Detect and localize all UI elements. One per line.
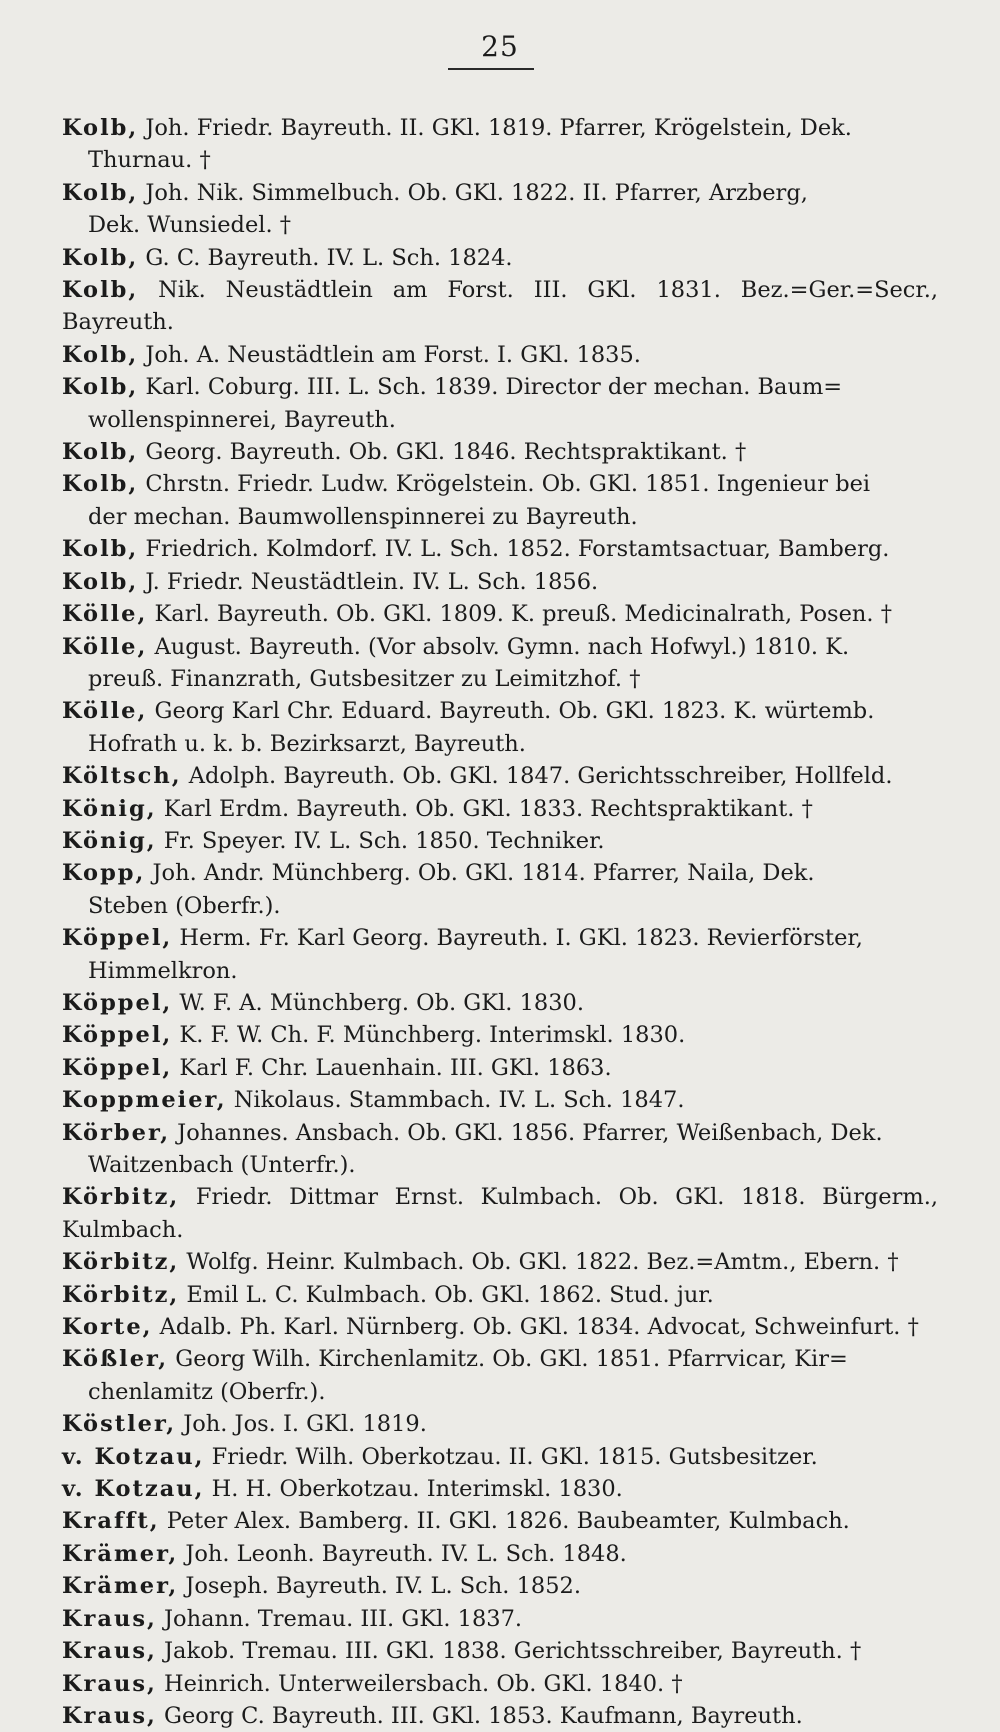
entry-continuation: wollenspinnerei, Bayreuth. <box>88 406 396 433</box>
entry-continuation: Hofrath u. k. b. Bezirksarzt, Bayreuth. <box>88 730 526 757</box>
entry-details: Emil L. C. Kulmbach. Ob. GKl. 1862. Stud. jur. <box>179 1281 714 1308</box>
entry-surname: Kraus, <box>62 1605 157 1632</box>
entry-details: Joh. A. Neustädtlein am Forst. I. GKl. 1835. <box>138 341 641 368</box>
entry-surname: Kolb, <box>62 374 139 401</box>
register-entry <box>62 1181 938 1246</box>
register-entry <box>62 533 938 565</box>
entry-surname: Köppel, <box>62 989 173 1016</box>
entry-details: Joseph. Bayreuth. IV. L. Sch. 1852. <box>178 1573 581 1600</box>
entry-surname: Kraus, <box>62 1670 157 1697</box>
entry-surname: Krämer, <box>62 1573 179 1600</box>
register-entry <box>62 825 938 857</box>
entry-surname: Körber, <box>62 1119 171 1146</box>
register-entry <box>62 1700 938 1732</box>
entry-continuation: Himmelkron. <box>88 957 238 984</box>
entry-details: G. C. Bayreuth. IV. L. Sch. 1824. <box>138 244 513 271</box>
register-entry <box>62 760 938 792</box>
entry-surname: Krafft, <box>62 1508 160 1535</box>
entry-continuation: chenlamitz (Oberfr.). <box>88 1378 326 1405</box>
entry-details: Heinrich. Unterweilersbach. Ob. GKl. 1840. † <box>156 1670 683 1697</box>
register-entry <box>62 695 938 760</box>
entry-details: Joh. Jos. I. GKl. 1819. <box>176 1411 427 1438</box>
entry-continuation: Thurnau. † <box>88 147 211 174</box>
register-entry <box>62 1343 938 1408</box>
entry-surname: v. Kotzau, <box>62 1443 205 1470</box>
register-entry <box>62 987 938 1019</box>
entry-details: Karl Erdm. Bayreuth. Ob. GKl. 1833. Rechtspraktikant. † <box>156 795 813 822</box>
entry-surname: Kolb, <box>62 471 139 498</box>
entry-surname: Kolb, <box>62 439 139 466</box>
register-entry <box>62 1505 938 1537</box>
entry-details: Karl. Coburg. III. L. Sch. 1839. Director der mechan. Baum= <box>138 374 843 401</box>
entry-continuation: Waitzenbach (Unterfr.). <box>88 1152 356 1178</box>
entry-continuation: Dek. Wunsiedel. † <box>88 212 292 239</box>
entry-surname: Korte, <box>62 1314 153 1341</box>
register-entry <box>62 566 938 598</box>
entry-surname: Kolb, <box>62 277 139 304</box>
entry-details: Peter Alex. Bamberg. II. GKl. 1826. Baubeamter, Kulmbach. <box>159 1508 850 1535</box>
entry-details: Joh. Nik. Simmelbuch. Ob. GKl. 1822. II. Pfarrer, Arzberg, <box>138 179 808 206</box>
entry-continuation: preuß. Finanzrath, Gutsbesitzer zu Leimitzhof. † <box>88 665 641 692</box>
entry-details: Karl F. Chr. Lauenhain. III. GKl. 1863. <box>172 1054 612 1081</box>
entry-surname: König, <box>62 795 157 822</box>
page-number-rule <box>448 68 534 70</box>
entry-surname: Kraus, <box>62 1638 157 1665</box>
entry-details: Jakob. Tremau. III. GKl. 1838. Gerichtsschreiber, Bayreuth. † <box>156 1638 862 1665</box>
entry-details: Georg Wilh. Kirchenlamitz. Ob. GKl. 1851. Pfarrvicar, Kir= <box>168 1346 848 1373</box>
register-entry <box>62 1570 938 1602</box>
entry-surname: Kölle, <box>62 698 148 725</box>
register-entry <box>62 631 938 696</box>
entry-surname: Köppel, <box>62 925 173 952</box>
entry-details: Nik. Neustädtlein am Forst. III. GKl. 1831. Bez.=Ger.=Secr., Bayreuth. <box>62 277 938 336</box>
entry-details: H. H. Oberkotzau. Interimskl. 1830. <box>204 1476 623 1503</box>
entry-surname: Kolb, <box>62 568 139 595</box>
entry-surname: Körbitz, <box>62 1249 180 1276</box>
register-entry <box>62 1603 938 1635</box>
entry-details: Joh. Friedr. Bayreuth. II. GKl. 1819. Pfarrer, Krögelstein, Dek. <box>138 115 852 141</box>
entry-details: J. Friedr. Neustädtlein. IV. L. Sch. 1856. <box>138 568 599 595</box>
register-entry <box>62 339 938 371</box>
register-entry <box>62 1311 938 1343</box>
register-entry <box>62 793 938 825</box>
register-entry <box>62 1279 938 1311</box>
entry-surname: Köppel, <box>62 1022 173 1049</box>
entry-surname: Koppmeier, <box>62 1087 227 1114</box>
entry-details: Adalb. Ph. Karl. Nürnberg. Ob. GKl. 1834. Advocat, Schweinfurt. † <box>152 1314 919 1341</box>
register-entry <box>62 1668 938 1700</box>
register-entry <box>62 1635 938 1667</box>
register-entry <box>62 1473 938 1505</box>
register-entry <box>62 1117 938 1182</box>
register-entry <box>62 1538 938 1570</box>
entry-surname: Köstler, <box>62 1411 177 1438</box>
entry-details: W. F. A. Münchberg. Ob. GKl. 1830. <box>172 989 584 1016</box>
page-number: 25 <box>481 30 519 63</box>
entry-details: Chrstn. Friedr. Ludw. Krögelstein. Ob. GKl. 1851. Ingenieur bei <box>138 471 871 498</box>
entry-surname: Kolb, <box>62 244 139 271</box>
entry-surname: Köppel, <box>62 1054 173 1081</box>
entry-details: Nikolaus. Stammbach. IV. L. Sch. 1847. <box>226 1087 685 1114</box>
entry-surname: Kraus, <box>62 1702 157 1729</box>
entry-details: Joh. Andr. Münchberg. Ob. GKl. 1814. Pfarrer, Naila, Dek. <box>145 860 815 887</box>
register-entry <box>62 1408 938 1440</box>
entry-details: Johannes. Ansbach. Ob. GKl. 1856. Pfarrer, Weißenbach, Dek. <box>170 1119 883 1146</box>
entry-continuation: Steben (Oberfr.). <box>88 892 281 919</box>
entry-details: Georg. Bayreuth. Ob. GKl. 1846. Rechtspraktikant. † <box>138 439 747 466</box>
entry-details: Karl. Bayreuth. Ob. GKl. 1809. K. preuß. Medicinalrath, Posen. † <box>147 601 892 628</box>
entry-details: Friedr. Dittmar Ernst. Kulmbach. Ob. GKl. 1818. Bürgerm., Kulmbach. <box>62 1184 938 1243</box>
register-entry <box>62 598 938 630</box>
register-entry <box>62 1052 938 1084</box>
register-entry <box>62 1246 938 1278</box>
entry-details: Wolfg. Heinr. Kulmbach. Ob. GKl. 1822. Bez.=Amtm., Ebern. † <box>179 1249 899 1276</box>
entry-details: Johann. Tremau. III. GKl. 1837. <box>156 1605 523 1632</box>
register-entry <box>62 1019 938 1051</box>
entry-surname: Kößler, <box>62 1346 169 1373</box>
entry-surname: Kolb, <box>62 179 139 206</box>
entry-surname: Körbitz, <box>62 1184 180 1211</box>
entry-details: Friedr. Wilh. Oberkotzau. II. GKl. 1815. Gutsbesitzer. <box>204 1443 818 1470</box>
register-entry <box>62 371 938 436</box>
register-entry <box>62 468 938 533</box>
entry-continuation: der mechan. Baumwollenspinnerei zu Bayreuth. <box>88 503 638 530</box>
entry-details: August. Bayreuth. (Vor absolv. Gymn. nach Hofwyl.) 1810. K. <box>147 633 850 660</box>
register-entry <box>62 857 938 922</box>
entry-details: Joh. Leonh. Bayreuth. IV. L. Sch. 1848. <box>178 1540 627 1567</box>
entry-surname: Kolb, <box>62 115 139 141</box>
entry-surname: Költsch, <box>62 763 182 790</box>
register-entries <box>62 112 938 1732</box>
entry-surname: Krämer, <box>62 1540 179 1567</box>
entry-details: Georg C. Bayreuth. III. GKl. 1853. Kaufmann, Bayreuth. <box>156 1702 803 1729</box>
entry-details: Friedrich. Kolmdorf. IV. L. Sch. 1852. Forstamtsactuar, Bamberg. <box>138 536 890 563</box>
entry-surname: Kopp, <box>62 860 146 887</box>
entry-details: Fr. Speyer. IV. L. Sch. 1850. Techniker. <box>156 827 605 854</box>
entry-details: Georg Karl Chr. Eduard. Bayreuth. Ob. GKl. 1823. K. würtemb. <box>147 698 875 725</box>
register-entry <box>62 177 938 242</box>
register-entry <box>62 112 938 177</box>
register-entry <box>62 1084 938 1116</box>
register-entry <box>62 274 938 339</box>
register-entry <box>62 436 938 468</box>
register-entry <box>62 1441 938 1473</box>
entry-surname: Kölle, <box>62 601 148 628</box>
entry-surname: Kolb, <box>62 341 139 368</box>
entry-surname: v. Kotzau, <box>62 1476 205 1503</box>
register-entry <box>62 922 938 987</box>
entry-details: Adolph. Bayreuth. Ob. GKl. 1847. Gerichtsschreiber, Hollfeld. <box>181 763 893 790</box>
entry-surname: König, <box>62 827 157 854</box>
entry-surname: Körbitz, <box>62 1281 180 1308</box>
entry-surname: Kolb, <box>62 536 139 563</box>
entry-surname: Kölle, <box>62 633 148 660</box>
register-entry <box>62 242 938 274</box>
entry-details: Herm. Fr. Karl Georg. Bayreuth. I. GKl. 1823. Revierförster, <box>172 925 863 952</box>
entry-details: K. F. W. Ch. F. Münchberg. Interimskl. 1830. <box>172 1022 686 1049</box>
